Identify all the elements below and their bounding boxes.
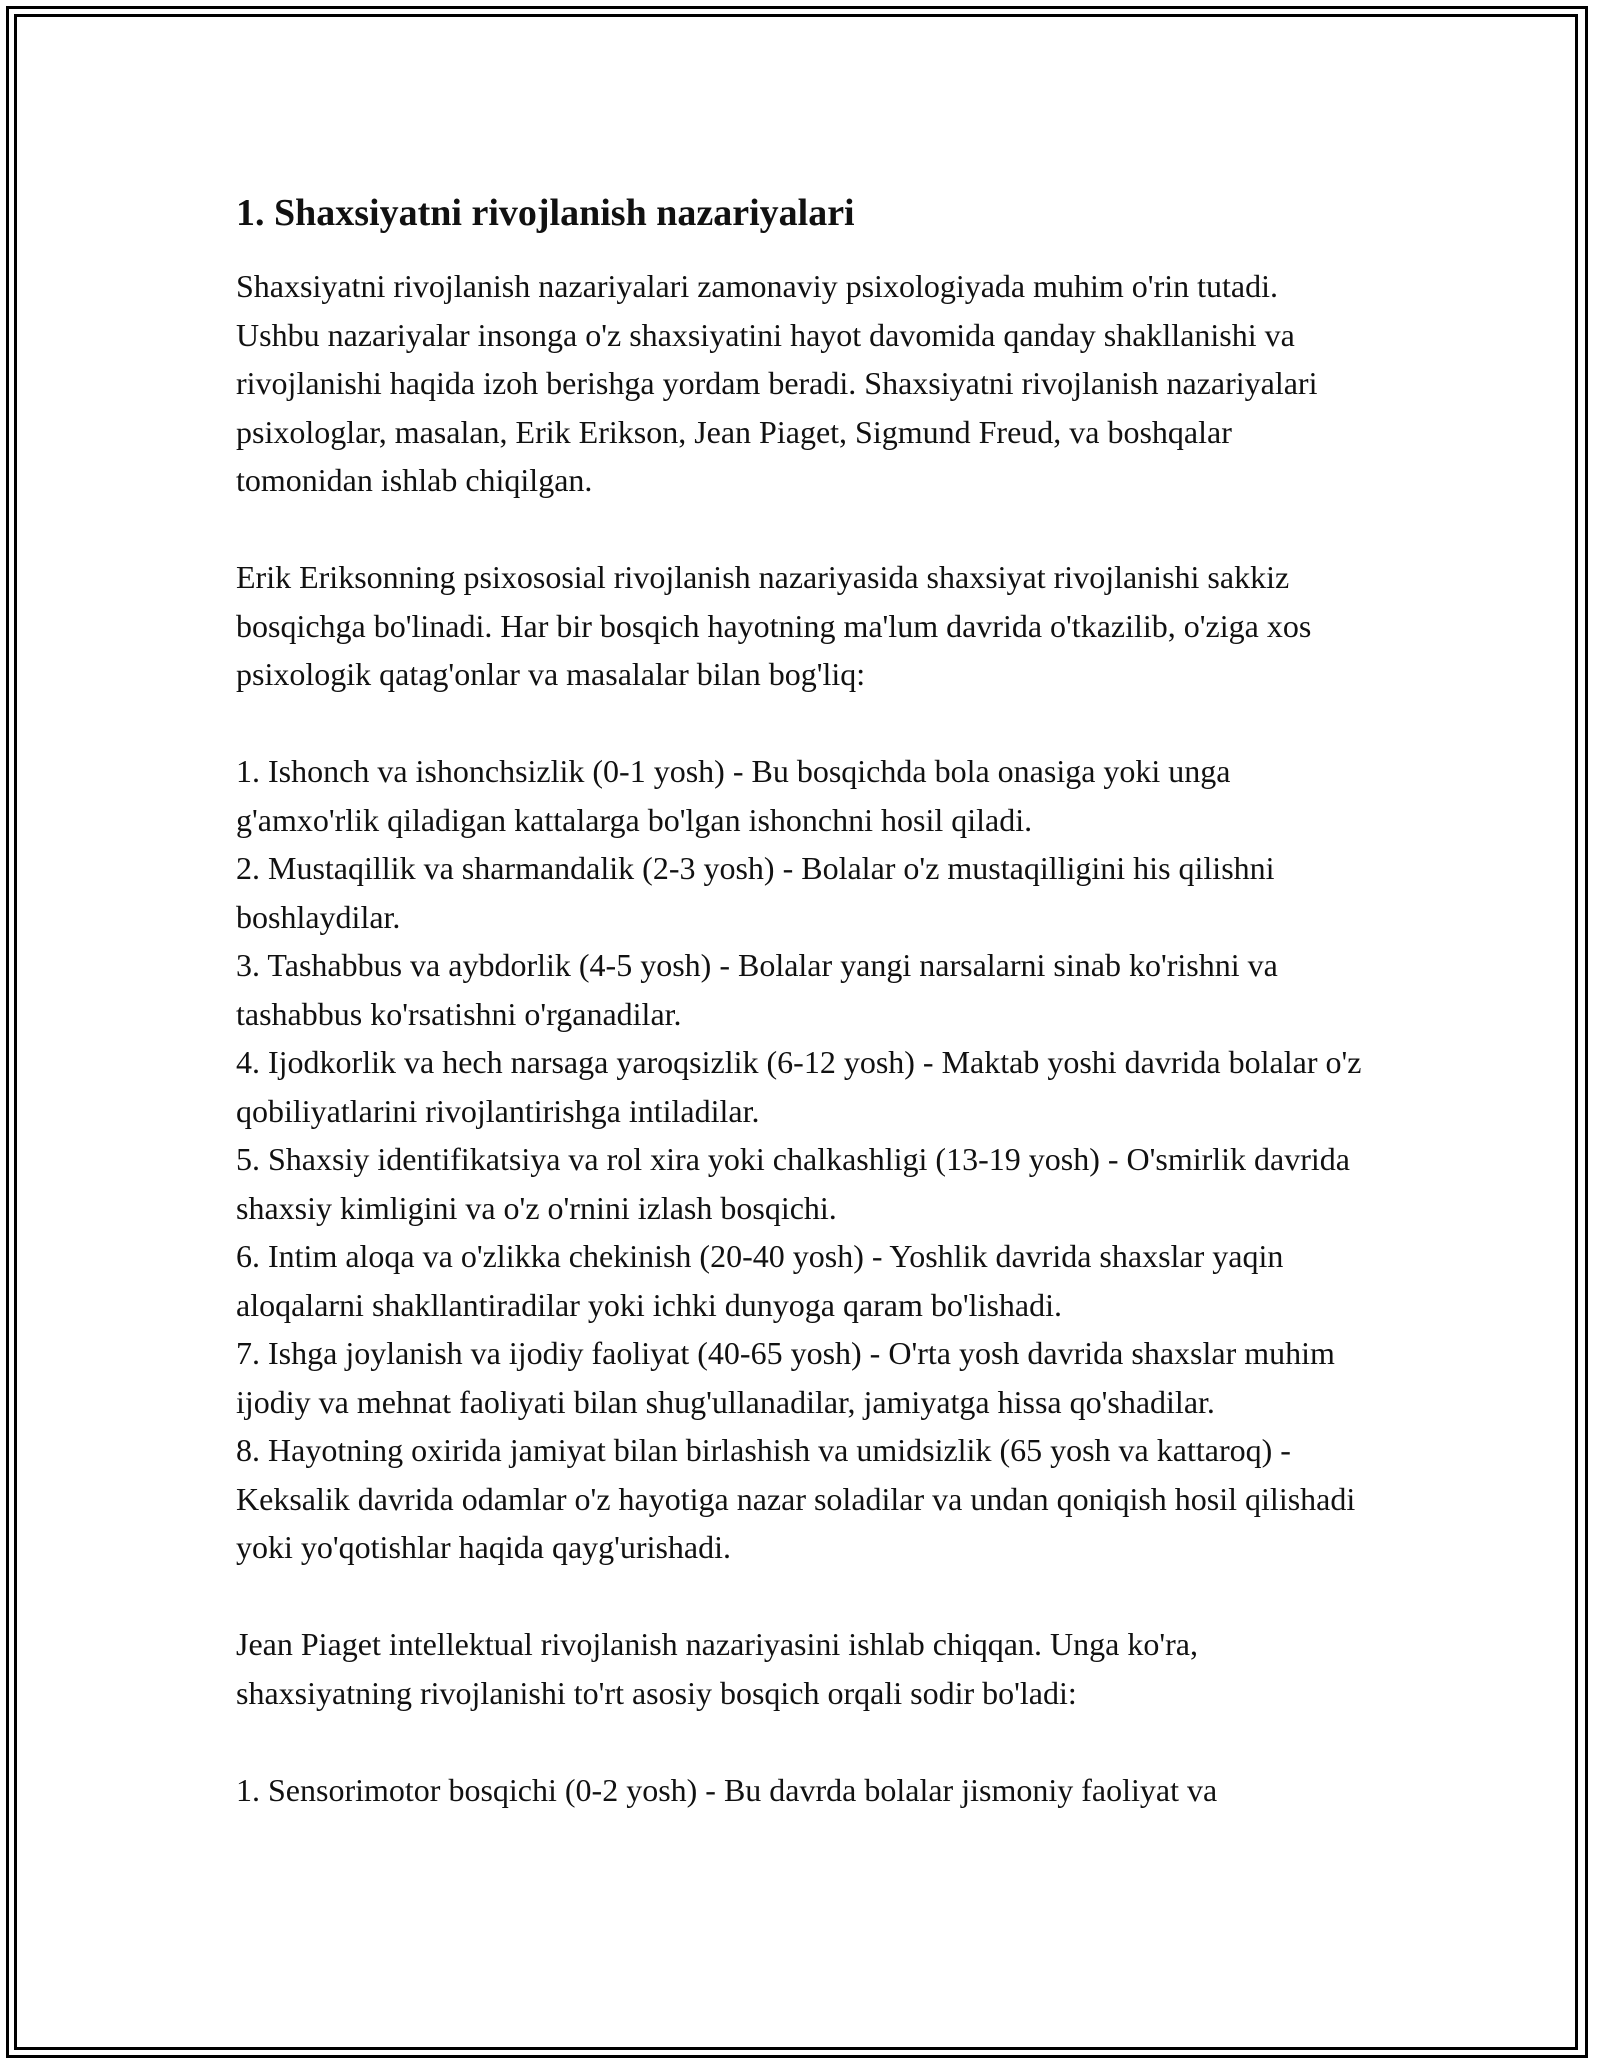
piaget-intro-paragraph: Jean Piaget intellektual rivojlanish nazariyasini ishlab chiqqan. Unga ko'ra, shaxsiyatning rivojlanishi to'rt asosiy bosqich orqali sodir bo'ladi:: [236, 1626, 1198, 1711]
erikson-stage-3: 3. Tashabbus va aybdorlik (4-5 yosh) - Bolalar yangi narsalarni sinab ko'rishni va tashabbus ko'rsatishni o'rganadilar.: [236, 947, 1278, 1032]
document-body: [236, 186, 1366, 1814]
paragraph-gap: [236, 699, 1366, 748]
erikson-stage-2: 2. Mustaqillik va sharmandalik (2-3 yosh) - Bolalar o'z mustaqilligini his qilishni boshlaydilar.: [236, 850, 1275, 935]
erikson-stage-7: 7. Ishga joylanish va ijodiy faoliyat (40-65 yosh) - O'rta yosh davrida shaxslar muhim ijodiy va mehnat faoliyati bilan shug'ullanadilar, jamiyatga hissa qo'shadilar.: [236, 1335, 1335, 1420]
paragraph-gap: [236, 1717, 1366, 1766]
section-heading: 1. Shaxsiyatni rivojlanish nazariyalari: [236, 192, 855, 234]
piaget-stage-1: 1. Sensorimotor bosqichi (0-2 yosh) - Bu davrda bolalar jismoniy faoliyat va: [236, 1771, 1218, 1808]
intro-paragraph: Shaxsiyatni rivojlanish nazariyalari zamonaviy psixologiyada muhim o'rin tutadi. Ushbu nazariyalar insonga o'z shaxsiyatini hayot davomida qanday shakllanishi va rivojlanishi haqida izoh berishga yordam beradi. Shaxsiyatni rivojlanish nazariyalari psixologlar, masalan, Erik Erikson, Jean Piaget, Sigmund Freud, va boshqalar tomonidan ishlab chiqilgan.: [236, 268, 1318, 498]
paragraph-gap: [236, 1572, 1366, 1621]
erikson-stage-1: 1. Ishonch va ishonchsizlik (0-1 yosh) - Bu bosqichda bola onasiga yoki unga g'amxo'rlik qiladigan kattalarga bo'lgan ishonchni hosil qiladi.: [236, 753, 1231, 838]
erikson-stage-4: 4. Ijodkorlik va hech narsaga yaroqsizlik (6-12 yosh) - Maktab yoshi davrida bolalar o'z qobiliyatlarini rivojlantirishga intiladilar.: [236, 1044, 1362, 1129]
erikson-stage-5: 5. Shaxsiy identifikatsiya va rol xira yoki chalkashligi (13-19 yosh) - O'smirlik davrida shaxsiy kimligini va o'z o'rnini izlash bosqichi.: [236, 1141, 1350, 1226]
erikson-stage-8: 8. Hayotning oxirida jamiyat bilan birlashish va umidsizlik (65 yosh va kattaroq) - Keksalik davrida odamlar o'z hayotiga nazar soladilar va undan qoniqish hosil qilishadi yoki yo'qotishlar haqida qayg'urishadi.: [236, 1432, 1356, 1565]
erikson-intro-paragraph: Erik Eriksonning psixososial rivojlanish nazariyasida shaxsiyat rivojlanishi sakkiz bosqichga bo'linadi. Har bir bosqich hayotning ma'lum davrida o'tkazilib, o'ziga xos psixologik qatag'onlar va masalalar bilan bog'liq:: [236, 559, 1312, 692]
erikson-stage-6: 6. Intim aloqa va o'zlikka chekinish (20-40 yosh) - Yoshlik davrida shaxslar yaqin aloqalarni shakllantiradilar yoki ichki dunyoga qaram bo'lishadi.: [236, 1238, 1284, 1323]
paragraph-gap: [236, 505, 1366, 554]
